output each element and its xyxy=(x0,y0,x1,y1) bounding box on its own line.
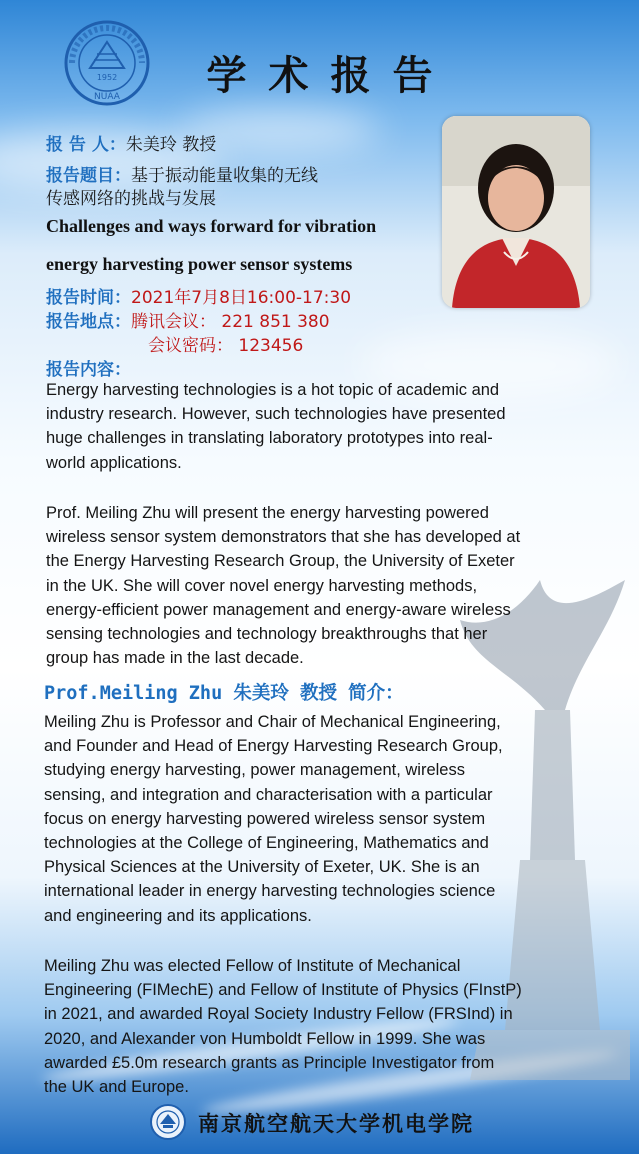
meeting-password: 会议密码： 123456 xyxy=(148,336,304,356)
speaker-portrait-icon xyxy=(442,116,590,308)
text-line: technologies at the College of Engineering, Mathematics and xyxy=(44,834,489,853)
text-line: energy-efficient power management and energy-aware wireless xyxy=(46,600,511,619)
text-line: in 2021, and awarded Royal Society Industry Fellow (FRSInd) in xyxy=(44,1005,513,1024)
topic-line-1: 基于振动能量收集的无线 xyxy=(131,166,318,186)
content-label: 报告内容： xyxy=(46,360,131,380)
topic-en-line-1: Challenges and ways forward for vibration xyxy=(46,216,377,236)
venue-label: 报告地点： xyxy=(46,312,131,332)
text-line: in the UK. She will cover novel energy harvesting methods, xyxy=(46,576,478,595)
text-line: wireless sensor system demonstrators that she has developed at xyxy=(46,528,521,547)
text-line: and Founder and Head of Energy Harvesting Research Group, xyxy=(44,737,503,756)
time-row xyxy=(46,283,351,308)
text-line: studying energy harvesting, power management, wireless xyxy=(44,761,465,780)
speaker-photo xyxy=(442,116,590,308)
text-line: Energy harvesting technologies is a hot topic of academic and xyxy=(46,381,500,399)
text-line: Prof. Meiling Zhu will present the energy harvesting powered xyxy=(46,504,489,522)
text-line: 2020, and Alexander von Humboldt Fellow in 1999. She was xyxy=(44,1029,486,1048)
text-line: Meiling Zhu was elected Fellow of Institute of Mechanical xyxy=(44,957,461,975)
topic-label: 报告题目： xyxy=(46,166,131,186)
text-line: the Energy Harvesting Research Group, the University of Exeter xyxy=(46,552,515,571)
time-label: 报告时间： xyxy=(46,288,131,308)
text-line: focus on energy harvesting powered wireless sensor system xyxy=(44,809,486,828)
text-line: huge challenges in translating laboratory prototypes into real- xyxy=(46,429,493,448)
text-line: and engineering and its applications. xyxy=(44,906,312,925)
text-line: sensing technologies and technology breakthroughs that her xyxy=(46,625,488,644)
text-line: world applications. xyxy=(46,453,182,472)
text-line: industry research. However, such technologies have presented xyxy=(46,405,506,424)
text-line: international leader in energy harvesting technologies science xyxy=(44,882,496,901)
speaker-name: 朱美玲 教授 xyxy=(125,135,217,155)
venue-row xyxy=(46,307,330,332)
text-line: awarded £5.0m research grants as Principle Investigator from xyxy=(44,1053,495,1072)
text-line: sensing, and integration and characterisation with a particular xyxy=(44,785,493,804)
speaker-label: 报 告 人： xyxy=(46,135,126,155)
footer-college-name: 南京航空航天大学机电学院 xyxy=(198,1111,474,1136)
text-line: Meiling Zhu is Professor and Chair of Mechanical Engineering, xyxy=(44,713,501,731)
bio-heading: Prof.Meiling Zhu 朱美玲 教授 简介： xyxy=(44,683,404,704)
logo-abbr: NUAA xyxy=(94,92,120,102)
text-line: the UK and Europe. xyxy=(44,1078,189,1097)
page-title: 学术报告 xyxy=(206,53,455,99)
college-emblem-icon xyxy=(150,1104,186,1140)
topic-line-2: 传感网络的挑战与发展 xyxy=(46,189,216,209)
time-value: 2021年7月8日16:00-17:30 xyxy=(131,288,352,308)
speaker-row xyxy=(46,130,216,155)
meeting-id: 腾讯会议： 221 851 380 xyxy=(131,312,330,332)
bio-paragraph-1 xyxy=(44,710,503,928)
text-line: Physical Sciences at the University of Exeter, UK. She is an xyxy=(44,858,480,877)
text-line: group has made in the last decade. xyxy=(46,649,304,668)
bio-paragraph-2 xyxy=(44,954,522,1099)
topic-en-line-2: energy harvesting power sensor systems xyxy=(46,254,353,274)
content-paragraph-2 xyxy=(46,501,520,670)
content-paragraph-1 xyxy=(46,378,506,475)
text-line: Engineering (FIMechE) and Fellow of Institute of Physics (FInstP) xyxy=(44,981,522,1000)
logo-year: 1952 xyxy=(96,73,118,82)
topic-row xyxy=(46,161,318,186)
